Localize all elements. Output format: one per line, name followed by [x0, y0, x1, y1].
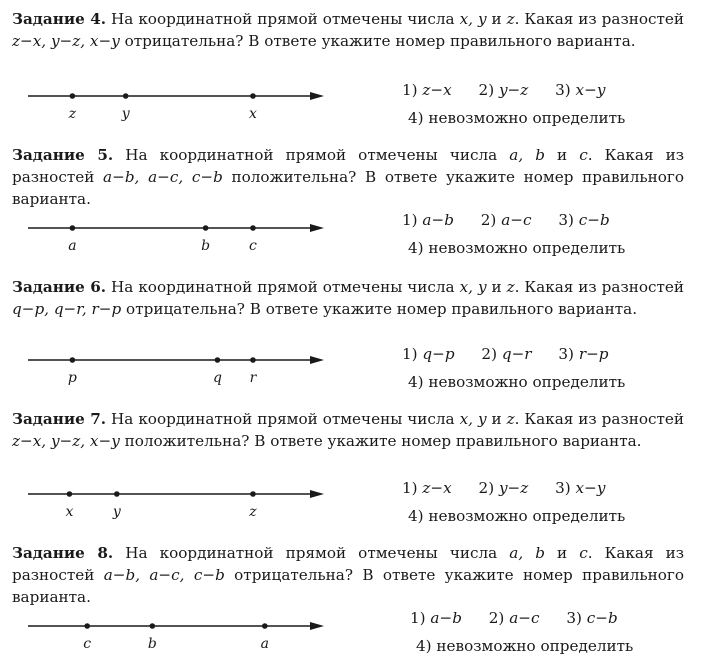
options-row: [402, 340, 631, 368]
task-text-part: отрицательна? В ответе укажите номер правильного варианта.: [119, 32, 636, 50]
task-text-part: и: [544, 146, 580, 164]
option-2[interactable]: [481, 340, 531, 368]
option-1[interactable]: [402, 340, 455, 368]
task-expressions: a−b, a−c, c−b: [103, 168, 223, 186]
task-vars: x, y: [459, 278, 487, 296]
option-num: 2): [481, 345, 498, 363]
option-expr: y−z: [498, 479, 529, 497]
option-expr: z−x: [422, 81, 452, 99]
point-label-b: b: [147, 636, 157, 652]
option-2[interactable]: [489, 604, 540, 632]
option-expr: z−x: [422, 479, 452, 497]
task-text-part: . Какая из разностей: [12, 146, 684, 186]
option-1[interactable]: [410, 604, 462, 632]
option-expr: x−y: [575, 479, 606, 497]
point-b: [150, 623, 156, 629]
task-statement: [12, 408, 684, 452]
task-text-part: На координатной прямой отмечены числа: [106, 10, 460, 28]
answer-options: [402, 474, 627, 530]
point-x: [67, 491, 73, 497]
point-q: [215, 357, 221, 363]
option-num: 2): [478, 479, 495, 497]
task-text-part: . Какая из разностей: [514, 10, 685, 28]
point-a: [262, 623, 268, 629]
axis-arrow-icon: [310, 490, 324, 498]
task-vars: z: [506, 10, 515, 28]
option-expr: q−r: [501, 345, 532, 363]
number-line: [28, 618, 358, 652]
option-expr: a−b: [430, 609, 462, 627]
option-num: 2): [488, 609, 505, 627]
point-label-a: a: [68, 238, 77, 254]
option-1[interactable]: [402, 474, 452, 502]
task-statement: [12, 276, 684, 320]
task-text-part: На координатной прямой отмечены числа: [106, 278, 460, 296]
task-vars: c: [579, 544, 588, 562]
task-title: Задание 7.: [12, 410, 107, 428]
task-expressions: q−p, q−r, r−p: [12, 300, 122, 318]
task-vars: a, b: [509, 544, 545, 562]
option-4-label: 4) невозможно определить: [408, 507, 626, 525]
task-text-part: На координатной прямой отмечены числа: [106, 410, 460, 428]
number-line-svg: [28, 486, 334, 520]
point-label-b: b: [201, 238, 211, 254]
axis-arrow-icon: [310, 224, 324, 232]
task-statement: [12, 8, 684, 52]
option-3[interactable]: [555, 76, 605, 104]
option-2[interactable]: [479, 474, 529, 502]
option-4-label: 4) невозможно определить: [408, 109, 626, 127]
number-line: [28, 220, 358, 254]
option-expr: a−c: [509, 609, 540, 627]
task-text-part: положительна? В ответе укажите номер правильного варианта.: [12, 168, 684, 208]
answer-options: [402, 76, 627, 132]
option-num: 3): [555, 81, 571, 99]
option-1[interactable]: [402, 206, 454, 234]
number-line: [28, 88, 358, 122]
option-expr: q−p: [422, 345, 455, 363]
task-statement: [12, 542, 684, 608]
task-text-part: . Какая из разностей: [514, 410, 685, 428]
point-label-c: c: [249, 238, 257, 254]
option-3[interactable]: [555, 474, 605, 502]
axis-arrow-icon: [310, 92, 324, 100]
task-text-part: На координатной прямой отмечены числа: [113, 146, 510, 164]
task-vars: a, b: [509, 146, 545, 164]
task-expressions: z−x, y−z, x−y: [12, 32, 120, 50]
option-expr: c−b: [586, 609, 618, 627]
options-row: [402, 474, 627, 502]
task-text-part: На координатной прямой отмечены числа: [113, 544, 510, 562]
point-z: [250, 491, 256, 497]
number-line: [28, 486, 358, 520]
task-text-part: отрицательна? В ответе укажите номер правильного варианта.: [121, 300, 638, 318]
task-text-part: и: [486, 278, 507, 296]
point-b: [203, 225, 209, 231]
point-a: [70, 225, 76, 231]
task-statement: [12, 144, 684, 210]
options-row: [402, 206, 632, 234]
task-title: Задание 6.: [12, 278, 107, 296]
answer-options: [402, 340, 631, 396]
option-expr: a−b: [422, 211, 454, 229]
task-5: [12, 144, 684, 257]
option-1[interactable]: [402, 76, 452, 104]
number-line-svg: [28, 618, 334, 652]
option-expr: x−y: [575, 81, 606, 99]
number-line-svg: [28, 220, 334, 254]
task-title: Задание 8.: [12, 544, 114, 562]
option-num: 3): [555, 479, 571, 497]
point-label-z: z: [249, 504, 257, 520]
axis-arrow-icon: [310, 356, 324, 364]
point-label-y: y: [121, 106, 130, 122]
task-expressions: z−x, y−z, x−y: [12, 432, 120, 450]
point-label-x: x: [249, 106, 257, 122]
option-4[interactable]: [402, 234, 632, 262]
options-row: [402, 76, 627, 104]
task-text-part: и: [486, 410, 507, 428]
option-4-label: 4) невозможно определить: [408, 239, 626, 257]
task-expressions: a−b, a−c, c−b: [103, 566, 225, 584]
answer-options: [410, 604, 640, 660]
option-3[interactable]: [558, 206, 609, 234]
option-num: 2): [478, 81, 495, 99]
task-text-part: и: [486, 10, 507, 28]
option-4-label: 4) невозможно определить: [408, 373, 626, 391]
task-vars: c: [579, 146, 588, 164]
task-vars: x, y: [459, 10, 487, 28]
task-text-part: . Какая из разностей: [514, 278, 685, 296]
option-4-label: 4) невозможно определить: [416, 637, 634, 655]
answer-options: [402, 206, 632, 262]
point-x: [250, 93, 256, 99]
point-r: [250, 357, 256, 363]
option-expr: c−b: [578, 211, 610, 229]
point-label-q: q: [212, 370, 222, 386]
point-label-x: x: [65, 504, 74, 520]
option-2[interactable]: [479, 76, 529, 104]
option-3[interactable]: [566, 604, 617, 632]
point-c: [250, 225, 256, 231]
option-num: 1): [410, 609, 426, 627]
point-y: [123, 93, 129, 99]
task-4: [12, 8, 685, 127]
option-4[interactable]: [402, 502, 627, 530]
option-num: 1): [402, 211, 418, 229]
task-vars: z: [506, 410, 515, 428]
task-6: [12, 276, 685, 391]
task-vars: x, y: [459, 410, 487, 428]
task-title: Задание 4.: [12, 10, 107, 28]
point-label-r: r: [249, 370, 257, 386]
point-label-p: p: [67, 370, 77, 386]
task-7: [12, 408, 685, 525]
point-y: [114, 491, 120, 497]
option-expr: r−p: [578, 345, 609, 363]
task-text-part: положительна? В ответе укажите номер правильного варианта.: [119, 432, 642, 450]
number-line-svg: [28, 88, 334, 122]
number-line-svg: [28, 352, 334, 386]
task-title: Задание 5.: [12, 146, 114, 164]
option-num: 2): [480, 211, 497, 229]
option-2[interactable]: [481, 206, 532, 234]
option-4[interactable]: [402, 368, 631, 396]
option-num: 3): [558, 345, 574, 363]
task-text-part: . Какая из разностей: [12, 544, 684, 584]
task-8: [12, 542, 684, 655]
point-z: [70, 93, 76, 99]
option-num: 1): [402, 81, 418, 99]
option-3[interactable]: [558, 340, 608, 368]
options-row: [410, 604, 640, 632]
point-label-a: a: [260, 636, 269, 652]
option-num: 3): [558, 211, 574, 229]
option-expr: a−c: [501, 211, 532, 229]
number-line: [28, 352, 358, 386]
point-p: [70, 357, 76, 363]
option-num: 3): [566, 609, 582, 627]
axis-arrow-icon: [310, 622, 324, 630]
option-expr: y−z: [498, 81, 529, 99]
point-label-c: c: [83, 636, 92, 652]
point-label-y: y: [112, 504, 121, 520]
option-num: 1): [402, 345, 418, 363]
option-num: 1): [402, 479, 418, 497]
option-4[interactable]: [410, 632, 640, 660]
option-4[interactable]: [402, 104, 627, 132]
point-c: [84, 623, 90, 629]
task-text-part: отрицательна? В ответе укажите номер правильного варианта.: [12, 566, 684, 606]
task-text-part: и: [544, 544, 580, 562]
task-vars: z: [506, 278, 515, 296]
point-label-z: z: [68, 106, 77, 122]
